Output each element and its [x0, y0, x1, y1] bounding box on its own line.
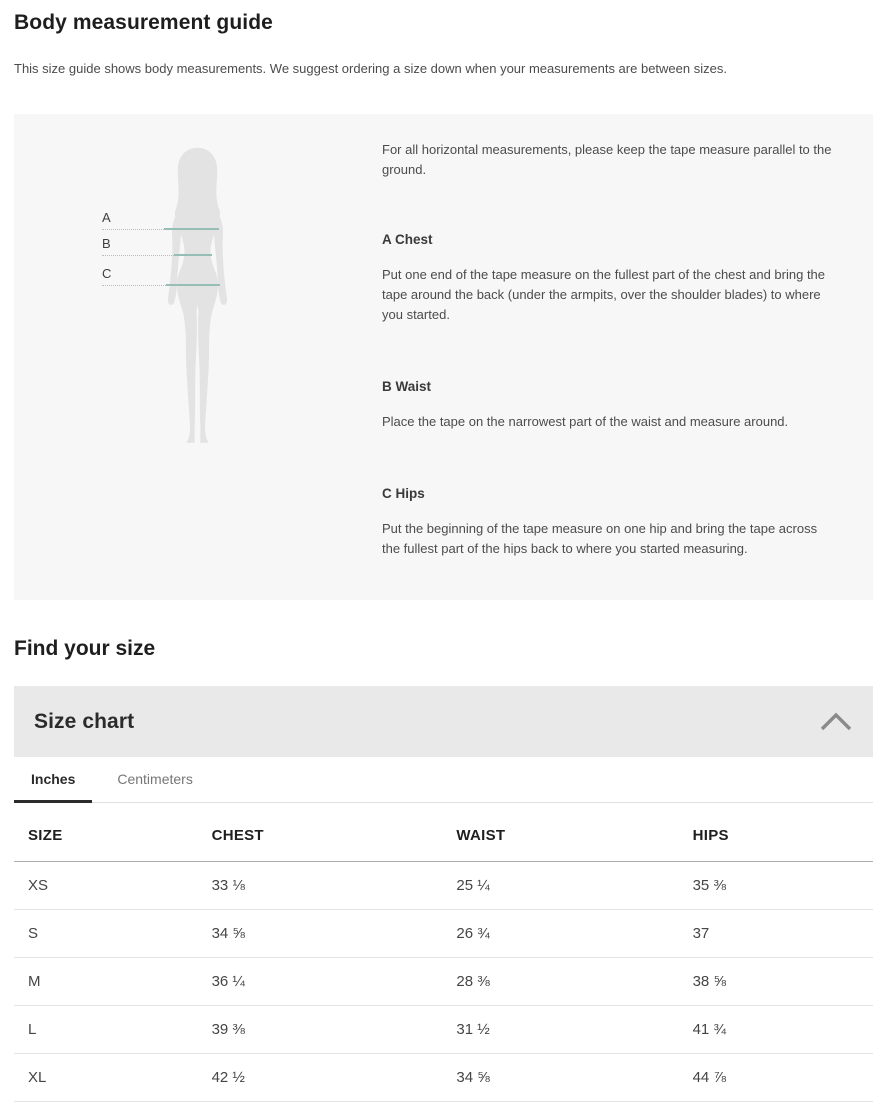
intro-text: This size guide shows body measurements. We suggest ordering a size down when your measurements are between sizes.	[14, 61, 727, 76]
col-header-chest: CHEST	[212, 803, 457, 862]
chest-measure-line	[164, 228, 219, 230]
waist-section	[382, 379, 837, 432]
chest-section-body: Put one end of the tape measure on the fullest part of the chest and bring the tape around the back (under the armpits, over the shoulder blades) to where you started.	[382, 267, 826, 322]
tab-inches-label: Inches	[31, 770, 76, 787]
page-title: Body measurement guide	[14, 11, 273, 34]
chest-line-leader	[102, 229, 166, 230]
cell-waist: 25 ¼	[456, 862, 692, 910]
waist-measure-line	[174, 254, 212, 256]
find-your-size-heading: Find your size	[14, 637, 156, 660]
cell-size: XS	[14, 862, 212, 910]
hips-section-title: C Hips	[382, 486, 425, 501]
cell-chest: 42 ½	[212, 1054, 457, 1102]
hips-section	[382, 486, 837, 559]
tab-centimeters[interactable]	[100, 757, 209, 803]
cell-size: L	[14, 1006, 212, 1054]
col-header-size: SIZE	[14, 803, 212, 862]
hips-line-leader	[102, 285, 168, 286]
cell-chest: 33 ⅛	[212, 862, 457, 910]
cell-size: XL	[14, 1054, 212, 1102]
table-row-s	[14, 910, 873, 958]
tab-inches[interactable]	[14, 757, 92, 803]
diagram-label-b: B	[102, 236, 111, 251]
col-header-hips: HIPS	[693, 803, 873, 862]
size-chart-table	[14, 803, 873, 1102]
cell-waist: 28 ⅜	[456, 958, 692, 1006]
hips-section-body: Put the beginning of the tape measure on one hip and bring the tape across the fullest part of the hips back to where you started measuring.	[382, 521, 818, 556]
diagram-label-c: C	[102, 266, 112, 281]
cell-size: S	[14, 910, 212, 958]
cell-waist: 34 ⅝	[456, 1054, 692, 1102]
diagram-label-a: A	[102, 210, 111, 225]
unit-tabs	[14, 757, 873, 803]
chest-section	[382, 232, 837, 325]
cell-chest: 39 ⅜	[212, 1006, 457, 1054]
size-chart-accordion-title: Size chart	[34, 709, 135, 733]
tape-measure-note: For all horizontal measurements, please keep the tape measure parallel to the ground.	[382, 142, 832, 177]
cell-hips: 37	[693, 910, 873, 958]
waist-line-leader	[102, 255, 176, 256]
cell-hips: 44 ⅞	[693, 1054, 873, 1102]
measurement-instructions	[382, 140, 837, 559]
table-row-xs	[14, 862, 873, 910]
col-header-waist: WAIST	[456, 803, 692, 862]
table-row-xl	[14, 1054, 873, 1102]
cell-chest: 36 ¼	[212, 958, 457, 1006]
table-header-row	[14, 803, 873, 862]
chest-section-title: A Chest	[382, 232, 433, 247]
waist-section-body: Place the tape on the narrowest part of the waist and measure around.	[382, 414, 789, 429]
cell-hips: 38 ⅝	[693, 958, 873, 1006]
size-chart-accordion-header[interactable]	[14, 686, 873, 757]
tab-centimeters-label: Centimeters	[117, 770, 193, 787]
cell-waist: 26 ¾	[456, 910, 692, 958]
cell-waist: 31 ½	[456, 1006, 692, 1054]
table-row-l	[14, 1006, 873, 1054]
cell-size: M	[14, 958, 212, 1006]
cell-hips: 41 ¾	[693, 1006, 873, 1054]
chevron-up-icon[interactable]	[819, 712, 853, 731]
body-silhouette-image	[150, 144, 245, 454]
cell-hips: 35 ⅜	[693, 862, 873, 910]
waist-section-title: B Waist	[382, 379, 432, 394]
cell-chest: 34 ⅝	[212, 910, 457, 958]
hips-measure-line	[166, 284, 220, 286]
table-row-m	[14, 958, 873, 1006]
measurement-guide-panel	[14, 114, 873, 600]
